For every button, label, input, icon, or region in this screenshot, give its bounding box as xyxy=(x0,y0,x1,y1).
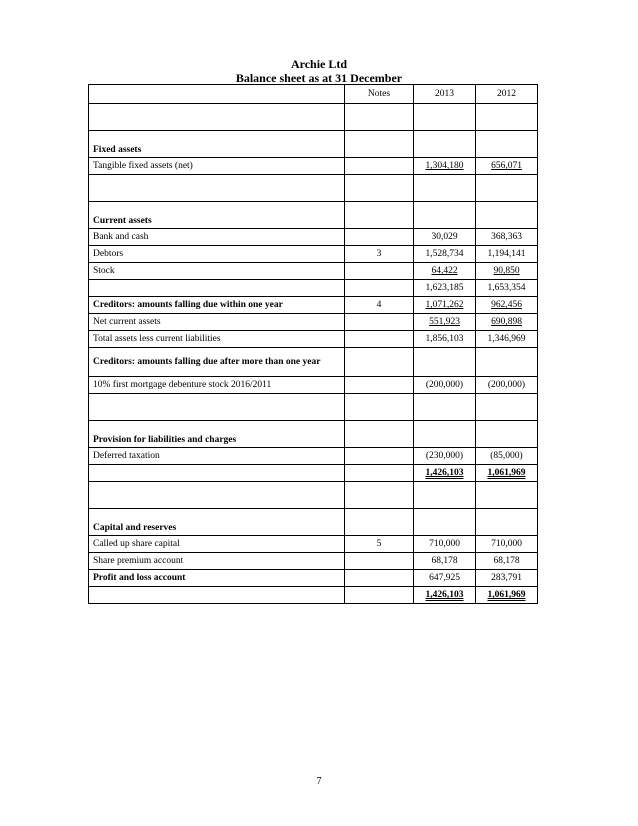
row-notes: 5 xyxy=(345,536,414,553)
row-value-2012 xyxy=(476,570,538,587)
row-label: Current assets xyxy=(89,202,345,229)
row-value-2012 xyxy=(476,131,538,158)
row-value-2012 xyxy=(476,448,538,465)
row-notes xyxy=(345,509,414,536)
amount-value: 962,456 xyxy=(491,300,522,310)
row-value-2012 xyxy=(476,158,538,175)
row-value-2012 xyxy=(476,394,538,421)
header-year-2012: 2012 xyxy=(476,85,538,104)
amount-value: 1,426,103 xyxy=(425,468,464,478)
table-row xyxy=(89,377,538,394)
amount-value: 656,071 xyxy=(491,161,522,171)
amount-value: 68,178 xyxy=(431,556,458,566)
amount-value: (200,000) xyxy=(487,380,526,390)
amount-value: 1,304,180 xyxy=(425,161,464,171)
row-value-2013 xyxy=(414,175,476,202)
table-row xyxy=(89,482,538,509)
page-number: 7 xyxy=(316,776,322,787)
table-row xyxy=(89,331,538,348)
row-value-2012 xyxy=(476,331,538,348)
table-row xyxy=(89,229,538,246)
row-label: Debtors xyxy=(89,246,345,263)
table-row xyxy=(89,280,538,297)
table-row xyxy=(89,297,538,314)
row-label: Creditors: amounts falling due within one year xyxy=(89,297,345,314)
row-value-2013 xyxy=(414,202,476,229)
amount-value: 1,194,141 xyxy=(487,249,526,259)
table-row xyxy=(89,448,538,465)
row-value-2012 xyxy=(476,536,538,553)
row-value-2013 xyxy=(414,280,476,297)
row-notes xyxy=(345,394,414,421)
amount-value: 690,898 xyxy=(491,317,522,327)
row-value-2012 xyxy=(476,482,538,509)
row-value-2012 xyxy=(476,175,538,202)
row-label: Profit and loss account xyxy=(89,570,345,587)
table-row xyxy=(89,348,538,377)
row-label: Stock xyxy=(89,263,345,280)
row-value-2013 xyxy=(414,421,476,448)
amount-value: 1,653,354 xyxy=(487,283,526,293)
row-value-2012 xyxy=(476,509,538,536)
row-label xyxy=(89,587,345,604)
row-label: Net current assets xyxy=(89,314,345,331)
row-value-2013 xyxy=(414,570,476,587)
row-label: Total assets less current liabilities xyxy=(89,331,345,348)
amount-value: 1,426,103 xyxy=(425,590,464,600)
row-value-2013 xyxy=(414,377,476,394)
row-notes xyxy=(345,104,414,131)
row-value-2012 xyxy=(476,421,538,448)
amount-value: 1,528,734 xyxy=(425,249,464,259)
row-label xyxy=(89,465,345,482)
row-notes xyxy=(345,229,414,246)
row-notes xyxy=(345,448,414,465)
row-notes xyxy=(345,587,414,604)
amount-value: (200,000) xyxy=(425,380,464,390)
row-value-2012 xyxy=(476,280,538,297)
row-notes xyxy=(345,421,414,448)
row-value-2012 xyxy=(476,465,538,482)
row-value-2013 xyxy=(414,158,476,175)
row-value-2012 xyxy=(476,104,538,131)
row-notes xyxy=(345,331,414,348)
amount-value: 368,363 xyxy=(491,232,522,242)
row-label: Deferred taxation xyxy=(89,448,345,465)
row-notes xyxy=(345,314,414,331)
row-notes xyxy=(345,175,414,202)
row-notes xyxy=(345,263,414,280)
table-row xyxy=(89,421,538,448)
table-row xyxy=(89,175,538,202)
row-notes xyxy=(345,553,414,570)
table-row xyxy=(89,570,538,587)
row-label xyxy=(89,280,345,297)
statement-title: Balance sheet as at 31 December xyxy=(235,71,403,85)
row-value-2012 xyxy=(476,553,538,570)
row-value-2012 xyxy=(476,314,538,331)
row-value-2013 xyxy=(414,509,476,536)
row-notes xyxy=(345,377,414,394)
row-notes xyxy=(345,202,414,229)
row-label xyxy=(89,175,345,202)
table-header-row xyxy=(89,85,538,104)
row-value-2013 xyxy=(414,131,476,158)
row-value-2013 xyxy=(414,263,476,280)
row-value-2013 xyxy=(414,297,476,314)
row-value-2012 xyxy=(476,263,538,280)
row-label: Capital and reserves xyxy=(89,509,345,536)
row-value-2013 xyxy=(414,331,476,348)
row-label: Fixed assets xyxy=(89,131,345,158)
header-year-2013: 2013 xyxy=(414,85,476,104)
row-value-2013 xyxy=(414,246,476,263)
row-notes xyxy=(345,482,414,509)
row-label: Bank and cash xyxy=(89,229,345,246)
table-row xyxy=(89,104,538,131)
row-notes xyxy=(345,348,414,377)
amount-value: 1,346,969 xyxy=(487,334,526,344)
amount-value: 1,061,969 xyxy=(487,468,526,478)
table-row xyxy=(89,263,538,280)
row-label: Provision for liabilities and charges xyxy=(89,421,345,448)
row-notes xyxy=(345,131,414,158)
amount-value: 30,029 xyxy=(431,232,458,242)
row-label: Share premium account xyxy=(89,553,345,570)
amount-value: (230,000) xyxy=(425,451,464,461)
row-notes xyxy=(345,280,414,297)
row-value-2013 xyxy=(414,314,476,331)
header-notes: Notes xyxy=(345,85,414,104)
amount-value: 283,791 xyxy=(491,573,522,583)
row-notes xyxy=(345,158,414,175)
amount-value: 1,856,103 xyxy=(425,334,464,344)
row-value-2013 xyxy=(414,104,476,131)
balance-sheet-table xyxy=(88,84,538,604)
row-value-2013 xyxy=(414,394,476,421)
row-label: Tangible fixed assets (net) xyxy=(89,158,345,175)
row-value-2013 xyxy=(414,448,476,465)
row-label xyxy=(89,104,345,131)
row-value-2013 xyxy=(414,482,476,509)
row-value-2013 xyxy=(414,348,476,377)
amount-value: 68,178 xyxy=(493,556,520,566)
row-value-2012 xyxy=(476,297,538,314)
table-row xyxy=(89,465,538,482)
row-label: Called up share capital xyxy=(89,536,345,553)
amount-value: 647,925 xyxy=(429,573,460,583)
row-label: 10% first mortgage debenture stock 2016/2011 xyxy=(89,377,345,394)
company-name: Archie Ltd xyxy=(290,57,348,71)
amount-value: (85,000) xyxy=(490,451,523,461)
amount-value: 710,000 xyxy=(429,539,460,549)
amount-value: 551,923 xyxy=(429,317,460,327)
row-value-2013 xyxy=(414,553,476,570)
table-row xyxy=(89,202,538,229)
row-value-2013 xyxy=(414,536,476,553)
row-notes: 4 xyxy=(345,297,414,314)
row-label xyxy=(89,394,345,421)
row-notes xyxy=(345,570,414,587)
table-row xyxy=(89,536,538,553)
amount-value: 1,623,185 xyxy=(425,283,464,293)
row-notes xyxy=(345,465,414,482)
table-row xyxy=(89,553,538,570)
row-value-2013 xyxy=(414,465,476,482)
amount-value: 710,000 xyxy=(491,539,522,549)
table-row xyxy=(89,158,538,175)
row-value-2012 xyxy=(476,246,538,263)
row-value-2012 xyxy=(476,587,538,604)
table-row xyxy=(89,394,538,421)
table-row xyxy=(89,509,538,536)
row-value-2013 xyxy=(414,229,476,246)
header-label xyxy=(89,85,345,104)
table-row xyxy=(89,246,538,263)
row-value-2012 xyxy=(476,348,538,377)
row-notes: 3 xyxy=(345,246,414,263)
table-row xyxy=(89,587,538,604)
row-value-2012 xyxy=(476,202,538,229)
amount-value: 1,071,262 xyxy=(425,300,464,310)
row-value-2012 xyxy=(476,229,538,246)
table-row xyxy=(89,131,538,158)
row-label xyxy=(89,482,345,509)
amount-value: 90,850 xyxy=(493,266,520,276)
amount-value: 1,061,969 xyxy=(487,590,526,600)
row-value-2012 xyxy=(476,377,538,394)
amount-value: 64,422 xyxy=(431,266,458,276)
table-row xyxy=(89,314,538,331)
row-label: Creditors: amounts falling due after more than one year xyxy=(89,348,345,377)
row-value-2013 xyxy=(414,587,476,604)
